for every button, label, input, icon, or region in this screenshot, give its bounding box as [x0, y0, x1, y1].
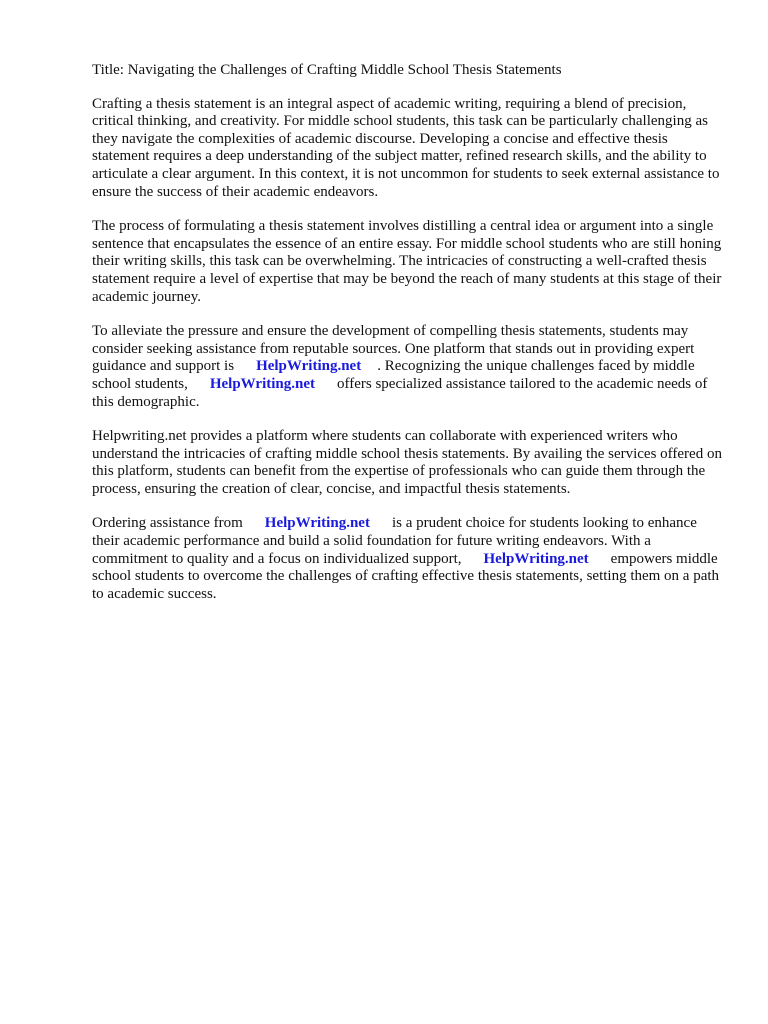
helpwriting-link-3[interactable]: HelpWriting.net [264, 515, 370, 532]
document-page [92, 62, 728, 620]
paragraph-3 [92, 323, 728, 411]
paragraph-5-text-a: Ordering assistance from [92, 515, 243, 532]
helpwriting-link-1[interactable]: HelpWriting.net [256, 358, 362, 375]
document-title: Title: Navigating the Challenges of Crafting Middle School Thesis Statements [92, 62, 562, 78]
helpwriting-link-4[interactable]: HelpWriting.net [483, 550, 589, 567]
helpwriting-link-2[interactable]: HelpWriting.net [209, 375, 315, 392]
paragraph-3-text-b: . Recognizing the unique challenges faced by middle school students, [92, 358, 695, 392]
paragraph-3-text-c: offers specialized assistance tailored to the academic needs of this demographic. [92, 375, 708, 410]
paragraph-3-text-a: To alleviate the pressure and ensure the development of compelling thesis statements, students may consider seeking assistance from reputable sources. One platform that stands out in providing expert guidance and support is [92, 323, 695, 375]
paragraph-5 [92, 515, 728, 603]
paragraph-5-text-c: empowers middle school students to overcome the challenges of crafting effective thesis statements, setting them on a path to academic success. [92, 550, 720, 602]
paragraph-1: Crafting a thesis statement is an integral aspect of academic writing, requiring a blend of precision, critical thinking, and creativity. For middle school students, this task can be particularly challenging as they navigate the complexities of academic discourse. Developing a concise and effective thesis statement requires a deep understanding of the subject matter, refined research skills, and the ability to articulate a clear argument. In this context, it is not uncommon for students to seek external assistance to ensure the success of their academic endeavors. [92, 95, 720, 200]
paragraph-4: Helpwriting.net provides a platform where students can collaborate with experienced writers who understand the intricacies of crafting middle school thesis statements. By availing the services offered on this platform, students can benefit from the expertise of professionals who can guide them through the process, ensuring the creation of clear, concise, and impactful thesis statements. [92, 428, 722, 497]
paragraph-2: The process of formulating a thesis statement involves distilling a central idea or argument into a single sentence that encapsulates the essence of an entire essay. For middle school students who are still honing their writing skills, this task can be overwhelming. The intricacies of constructing a well-crafted thesis statement require a level of expertise that may be beyond the reach of many students at this stage of their academic journey. [92, 218, 722, 305]
paragraph-5-text-b: is a prudent choice for students looking to enhance their academic performance and build a solid foundation for future writing endeavors. With a commitment to quality and a focus on individualized support, [92, 515, 697, 567]
